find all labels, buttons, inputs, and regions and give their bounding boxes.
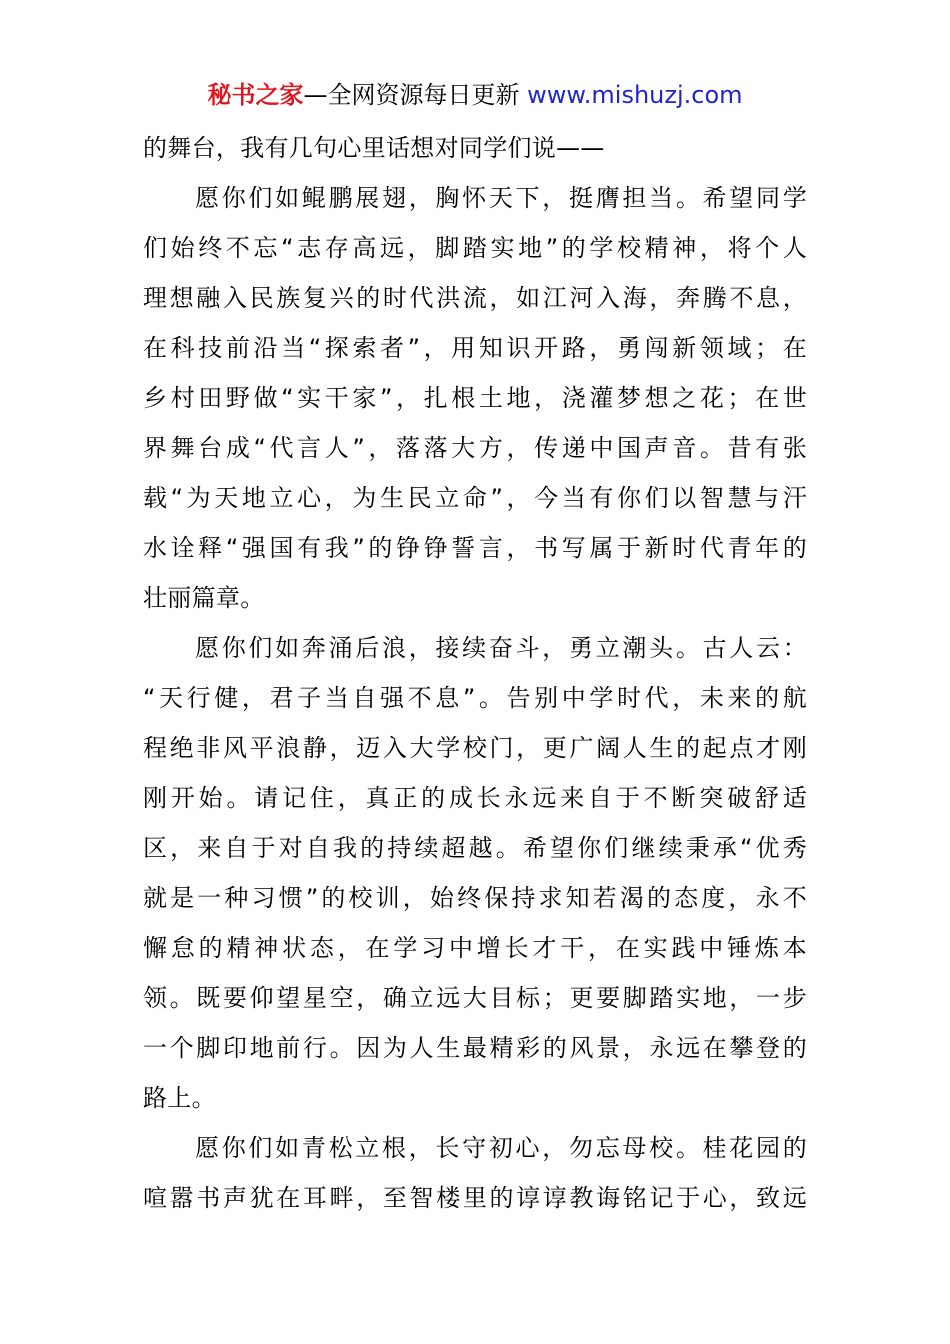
text-line: 愿你们如鲲鹏展翅，胸怀天下，挺膺担当。希望同学 bbox=[195, 184, 807, 212]
text-line: 们始终不忘“志存高远，脚踏实地”的学校精神，将个人 bbox=[143, 234, 807, 262]
text-line: 程绝非风平浪静，迈入大学校门，更广阔人生的起点才刚 bbox=[143, 734, 807, 762]
text-line: 理想融入民族复兴的时代洪流，如江河入海，奔腾不息， bbox=[143, 284, 807, 312]
text-line: 区，来自于对自我的持续超越。希望你们继续秉承“优秀 bbox=[143, 834, 807, 862]
header-url-link[interactable]: www.mishuzj.com bbox=[527, 81, 743, 109]
text-line: 水诠释“强国有我”的铮铮誓言，书写属于新时代青年的 bbox=[143, 534, 807, 562]
text-line: 就是一种习惯”的校训，始终保持求知若渴的态度，永不 bbox=[143, 884, 807, 912]
header-tagline: —全网资源每日更新 bbox=[303, 81, 520, 109]
text-line: 领。既要仰望星空，确立远大目标；更要脚踏实地，一步 bbox=[143, 984, 807, 1012]
text-line: 的舞台，我有几句心里话想对同学们说—— bbox=[143, 134, 605, 162]
text-line: 喧嚣书声犹在耳畔，至智楼里的谆谆教诲铭记于心，致远 bbox=[143, 1184, 807, 1212]
text-line: 在科技前沿当“探索者”，用知识开路，勇闯新领域；在 bbox=[143, 334, 807, 362]
text-line: 壮丽篇章。 bbox=[143, 584, 265, 612]
text-line: 路上。 bbox=[143, 1084, 216, 1112]
text-line: 愿你们如奔涌后浪，接续奋斗，勇立潮头。古人云： bbox=[195, 634, 807, 662]
text-line: 刚开始。请记住，真正的成长永远来自于不断突破舒适 bbox=[143, 784, 807, 812]
text-line: 愿你们如青松立根，长守初心，勿忘母校。桂花园的 bbox=[195, 1134, 807, 1162]
text-line: 懈怠的精神状态，在学习中增长才干，在实践中锤炼本 bbox=[143, 934, 807, 962]
text-line: 界舞台成“代言人”，落落大方，传递中国声音。昔有张 bbox=[143, 434, 807, 462]
text-line: “天行健，君子当自强不息”。告别中学时代，未来的航 bbox=[143, 684, 807, 712]
text-line: 一个脚印地前行。因为人生最精彩的风景，永远在攀登的 bbox=[143, 1034, 807, 1062]
document-body bbox=[143, 123, 807, 1223]
header-brand: 秘书之家 bbox=[207, 81, 304, 109]
page-header bbox=[0, 78, 950, 112]
text-line: 乡村田野做“实干家”，扎根土地，浇灌梦想之花；在世 bbox=[143, 384, 807, 412]
text-line: 载“为天地立心，为生民立命”，今当有你们以智慧与汗 bbox=[143, 484, 807, 512]
